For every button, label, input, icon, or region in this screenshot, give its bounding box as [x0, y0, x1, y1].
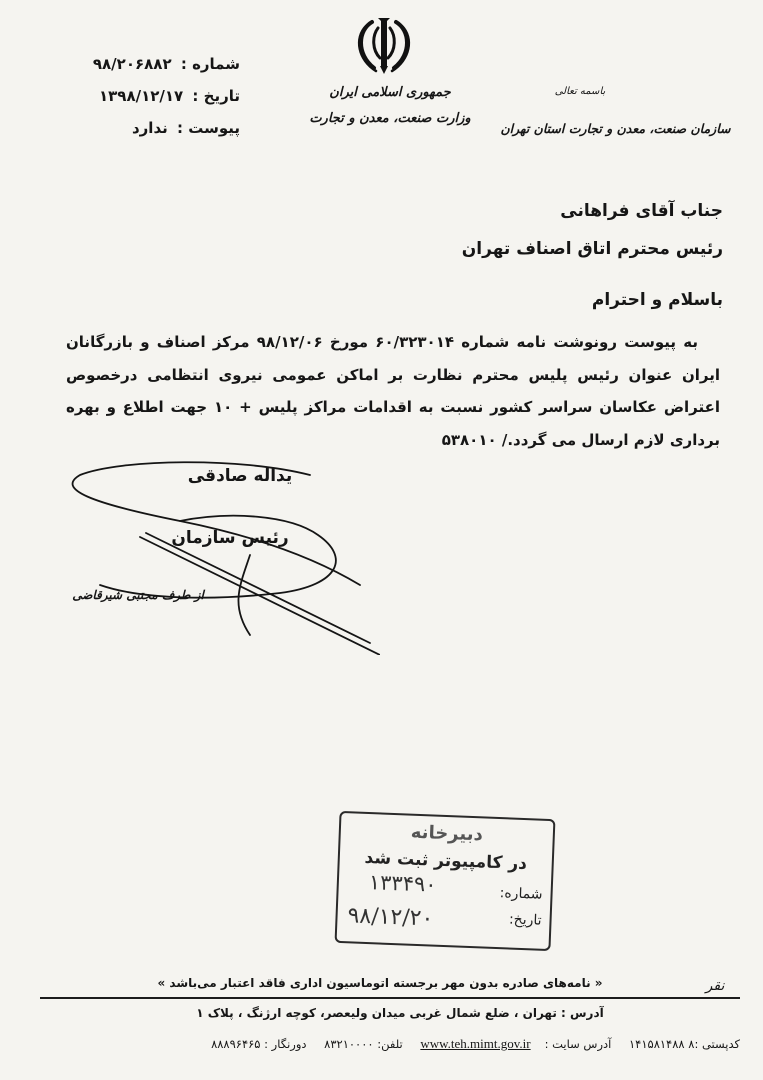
letter-body: [66, 326, 720, 456]
letter-date-value: ۱۳۹۸/۱۲/۱۷: [98, 87, 184, 105]
recipient-title: رئیس محترم اتاق اصناف تهران: [461, 239, 723, 259]
signed-on-behalf: از طرف مجتبی شیرقاضی: [72, 588, 204, 602]
salutation: باسلام و احترام: [591, 290, 723, 310]
address: آدرس : تهران ، ضلع شمال غربی میدان ولیعصر، کوچه ارژنگ ، پلاک ۱: [196, 1006, 604, 1020]
letter-number-row: [70, 48, 240, 80]
letter-attachment-value: ندارد: [131, 119, 168, 137]
stamp-number-value: ۱۳۳۴۹۰: [368, 870, 438, 897]
footer-divider: [40, 997, 740, 999]
letter-attachment-label: پیوست :: [176, 119, 240, 137]
letter-number-label: شماره :: [180, 55, 240, 73]
stamp-registered: در کامپیوتر ثبت شد: [364, 847, 528, 875]
body-paragraph: به پیوست رونوشت نامه شماره ۶۰/۳۲۳۰۱۴ مورخ ۹۸/۱۲/۰۶ مرکز اصناف و بازرگانان ایران عنوان رئیس پلیس محترم نظارت بر اماکن عمومی نیروی انتظامی درخصوص اعتراض عکاسان سراسر کشور نسبت به اقدامات مراکز پلیس + ۱۰ جهت اطلاع و بهره برداری لازم ارسال می گردد./ ۵۳۸۰۱۰: [66, 333, 721, 449]
secretariat-stamp: [335, 811, 556, 951]
signatory-name: یداله صادقی: [187, 466, 293, 486]
invocation: باسمه تعالی: [554, 86, 606, 97]
stamp-number-label: شماره:: [499, 885, 543, 903]
stamp-date-value: ۹۸/۱۲/۲۰: [347, 903, 434, 932]
letter-attachment-row: [70, 112, 240, 144]
stamp-date-label: تاریخ:: [508, 911, 542, 929]
republic-name: جمهوری اسلامی ایران: [329, 85, 451, 100]
validity-notice: « نامه‌های صادره بدون مهر برجسته اتوماسیون اداری فاقد اعتبار می‌باشد »: [157, 976, 603, 990]
website-link[interactable]: www.teh.mimt.gov.ir: [420, 1036, 531, 1051]
contact-line: [40, 1036, 740, 1052]
fax: دورنگار : ۸۸۸۹۶۴۶۵: [211, 1037, 307, 1051]
emblem-text: [300, 80, 480, 132]
recipient-name: جناب آقای فراهانی: [560, 201, 723, 221]
recipient: [323, 192, 723, 268]
postal-code: کدپستی :۸ ۱۴۱۵۸۱۴۸۸: [629, 1037, 740, 1051]
phone: تلفن: ۸۳۲۱۰۰۰۰: [324, 1037, 403, 1051]
letter-meta: [70, 48, 240, 144]
organization-name: سازمان صنعت، معدن و تجارت استان تهران: [500, 121, 731, 136]
typist-initials: نقر: [705, 978, 725, 994]
letter-number-value: ۹۸/۲۰۶۸۸۲: [92, 55, 172, 73]
signatory-title: رئیس سازمان: [171, 528, 289, 548]
ministry-name: وزارت صنعت، معدن و تجارت: [309, 111, 471, 126]
stamp-secretariat: دبیرخانه: [410, 821, 484, 846]
iran-emblem-icon: [352, 14, 416, 76]
letter-date-row: [70, 80, 240, 112]
letter-date-label: تاریخ :: [192, 87, 240, 105]
website-label: آدرس سایت :: [544, 1037, 612, 1051]
